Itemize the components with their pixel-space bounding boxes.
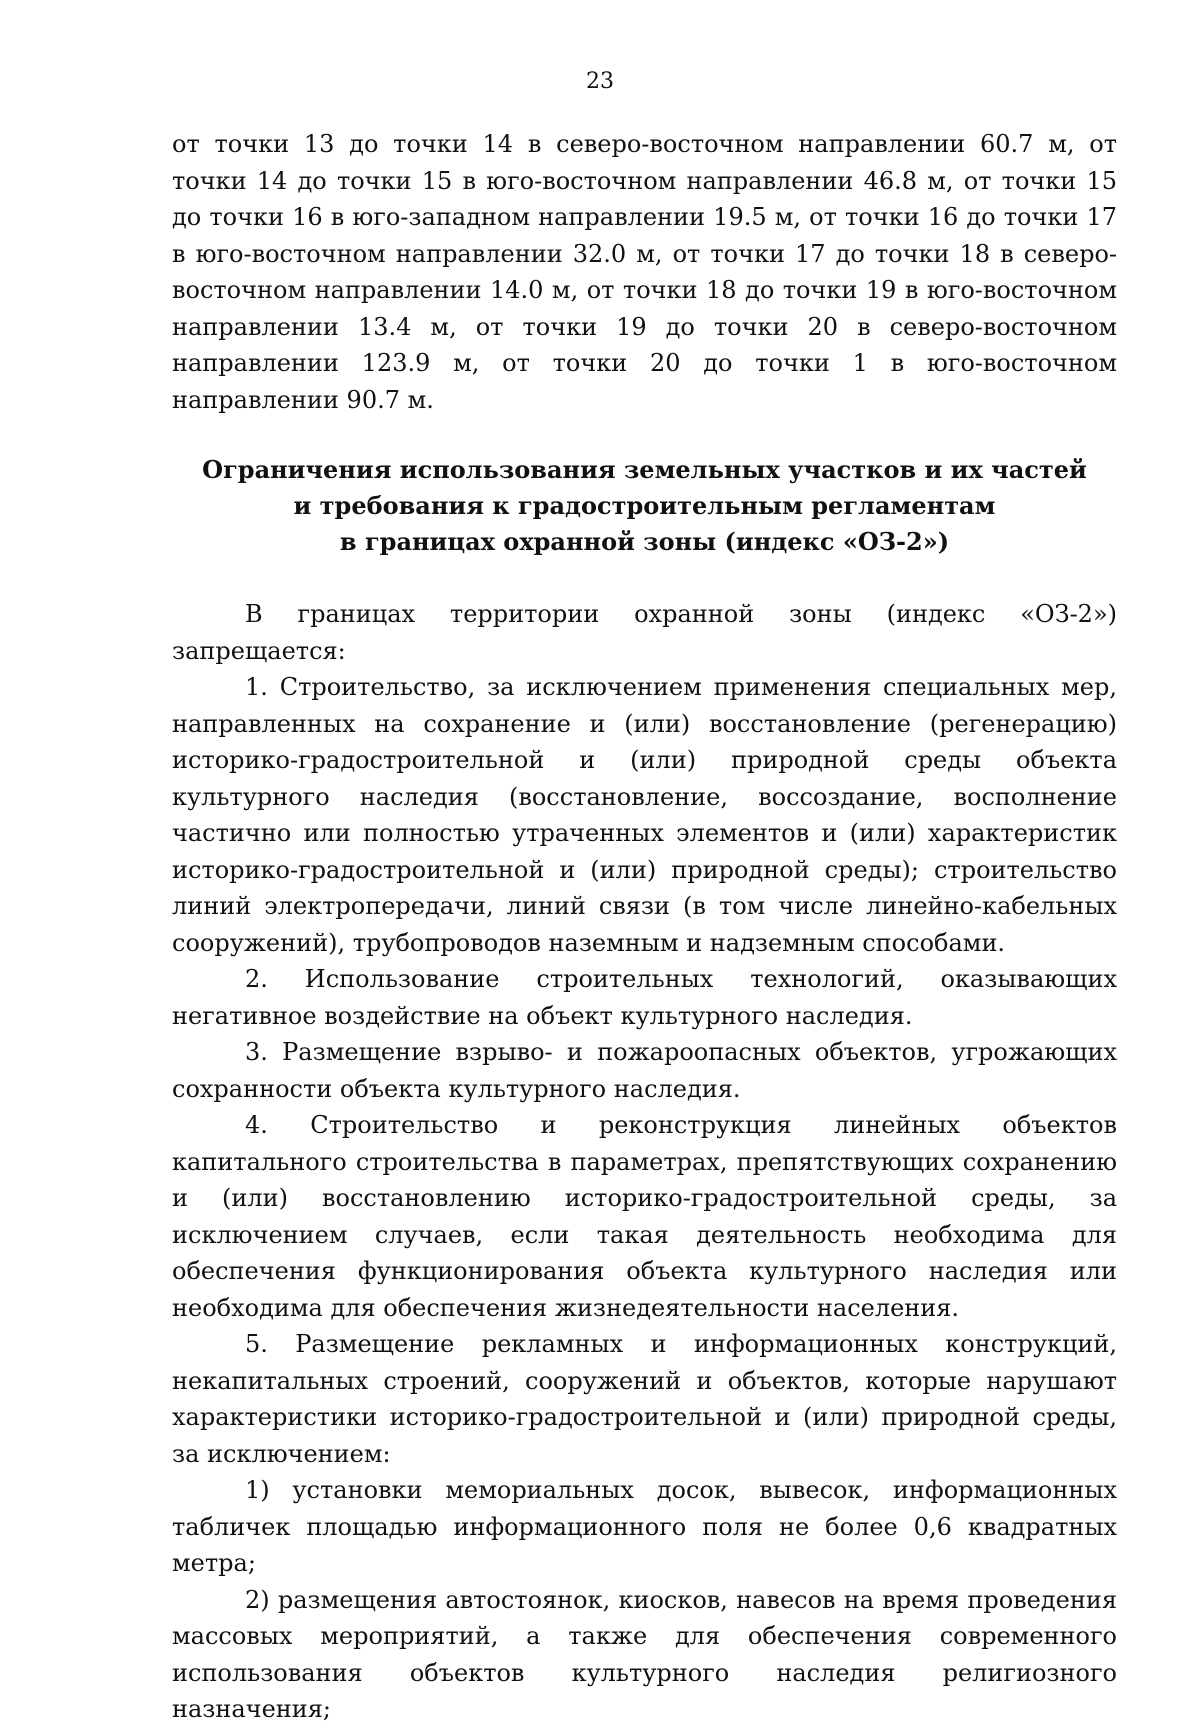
paragraph-lead: В границах территории охранной зоны (индекс «ОЗ-2») запрещается: bbox=[172, 600, 1117, 665]
paragraph-item-3: 3. Размещение взрыво- и пожароопасных объектов, угрожающих сохранности объекта культурного наследия. bbox=[172, 1038, 1117, 1103]
paragraph-item-4: 4. Строительство и реконструкция линейных объектов капитального строительства в параметрах, препятствующих сохранению и (или) восстановлению историко-градостроительной среды, за исключением случаев, если такая деятельность необходима для обеспечения функционирования объекта культурного наследия или необходима для обеспечения жизнедеятельности населения. bbox=[172, 1111, 1117, 1322]
page-number: 23 bbox=[586, 69, 614, 94]
intro-paragraph: от точки 13 до точки 14 в северо-восточном направлении 60.7 м, от точки 14 до точки 15 в юго-восточном направлении 46.8 м, от точки 15 до точки 16 в юго-западном направлении 19.5 м, от точки 16 до точки 17 в юго-восточном направлении 32.0 м, от точки 17 до точки 18 в северо-восточном направлении 14.0 м, от точки 18 до точки 19 в юго-восточном направлении 13.4 м, от точки 19 до точки 20 в северо-восточном направлении 123.9 м, от точки 20 до точки 1 в юго-восточном направлении 90.7 м. bbox=[172, 130, 1117, 414]
section-heading bbox=[172, 452, 1117, 560]
heading-line-1: Ограничения использования земельных участков и их частей bbox=[202, 455, 1087, 484]
paragraph-subitem-1: 1) установки мемориальных досок, вывесок, информационных табличек площадью информационного поля не более 0,6 квадратных метра; bbox=[172, 1476, 1117, 1577]
paragraph-subitem-2: 2) размещения автостоянок, киосков, навесов на время проведения массовых мероприятий, а также для обеспечения современного использования объектов культурного наследия религиозного назначения; bbox=[172, 1585, 1117, 1723]
paragraph-item-2: 2. Использование строительных технологий, оказывающих негативное воздействие на объект культурного наследия. bbox=[172, 965, 1117, 1030]
document-body bbox=[172, 126, 1117, 1728]
paragraph-item-5: 5. Размещение рекламных и информационных конструкций, некапитальных строений, сооружений и объектов, которые нарушают характеристики историко-градостроительной и (или) природной среды, за исключением: bbox=[172, 1330, 1117, 1468]
heading-line-3: в границах охранной зоны (индекс «ОЗ-2») bbox=[339, 527, 950, 556]
heading-line-2: и требования к градостроительным регламентам bbox=[293, 491, 996, 520]
paragraph-item-1: 1. Строительство, за исключением применения специальных мер, направленных на сохранение и (или) восстановление (регенерацию) историко-градостроительной и (или) природной среды объекта культурного наследия (восстановление, воссоздание, восполнение частично или полностью утраченных элементов и (или) характеристик историко-градостроительной и (или) природной среды); строительство линий электропередачи, линий связи (в том числе линейно-кабельных сооружений), трубопроводов наземным и надземным способами. bbox=[172, 673, 1117, 957]
